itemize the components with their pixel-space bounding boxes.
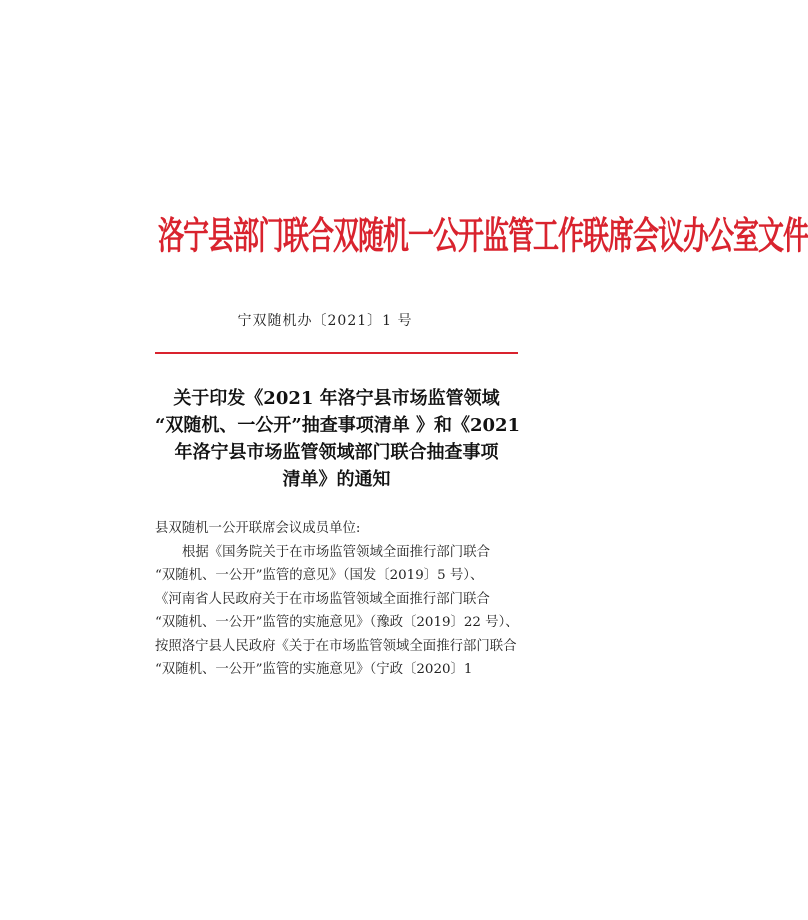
body-line: 《河南省人民政府关于在市场监管领域全面推行部门联合	[155, 591, 490, 607]
notice-title-line: 年洛宁县市场监管领域部门联合抽查事项	[174, 442, 499, 463]
body-line: “双随机、一公开”监管的实施意见》（宁政〔2020〕1	[155, 662, 473, 677]
body-line: “双随机、一公开”监管的实施意见》（豫政〔2019〕22 号）、	[155, 615, 519, 630]
salutation: 县双随机一公开联席会议成员单位:	[155, 521, 361, 536]
notice-title-line: 关于印发《2021 年洛宁县市场监管领域	[173, 388, 500, 409]
red-header-title: 洛宁县部门联合双随机一公开监管工作联席会议办公室文件	[158, 215, 808, 259]
notice-title-line: “双随机、一公开”抽查事项清单 》和《2021	[155, 415, 521, 436]
body-text	[155, 517, 519, 682]
notice-title	[155, 385, 521, 493]
notice-title-line: 清单》的通知	[282, 469, 391, 490]
red-divider-line	[155, 352, 518, 354]
body-line: 按照洛宁县人民政府《关于在市场监管领域全面推行部门联合	[155, 638, 517, 654]
body-line: 根据《国务院关于在市场监管领域全面推行部门联合	[182, 544, 490, 560]
document-number: 宁双随机办〔2021〕1 号	[237, 313, 413, 329]
body-line: “双随机、一公开”监管的意见》（国发〔2019〕5 号）、	[155, 568, 484, 583]
